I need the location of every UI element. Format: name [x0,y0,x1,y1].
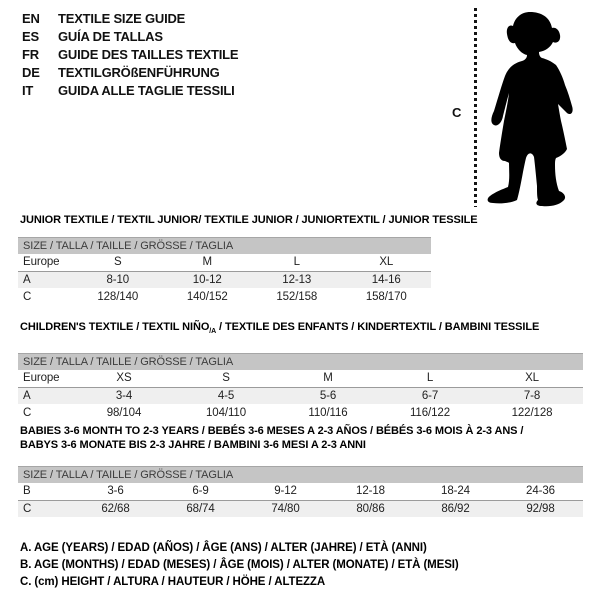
table-row [18,254,431,271]
language-label: GUÍA DE TALLAS [58,29,163,44]
size-cell: 92/98 [498,500,583,517]
table-title [20,424,583,452]
table-row [18,370,583,387]
row-label: B [18,483,73,500]
size-cell: 104/110 [205,406,247,419]
size-cell: 9-12 [243,483,328,500]
size-cell: L [379,370,481,387]
table-title-segment: / TEXTILE DES ENFANTS / KINDERTEXTIL / BAMBINI TESSILE [216,321,540,333]
size-header-bar: SIZE / TALLA / TAILLE / GRÖSSE / TAGLIA [18,237,431,254]
measurement-legend [20,540,459,591]
height-measure-label: C [452,105,462,120]
language-label: GUIDA ALLE TAGLIE TESSILI [58,83,235,98]
size-table-junior [18,213,478,305]
size-cell: 140/152 [186,290,228,303]
size-cell: 18-24 [413,483,498,500]
size-cell: 68/74 [158,500,243,517]
size-cell: 86/92 [413,500,498,517]
language-code: EN [22,11,40,26]
size-grid [18,370,583,421]
size-cell: 12-18 [328,483,413,500]
row-label: C [23,406,32,419]
table-row [18,404,583,421]
table-row [18,271,431,288]
size-cell: 12-13 [252,271,342,288]
legend-line: B. AGE (MONTHS) / EDAD (MESES) / ÂGE (MOIS) / ALTER (MONATE) / ETÀ (MESI) [20,559,459,571]
size-cell: L [252,254,342,271]
size-table-babies [18,424,583,517]
table-row [18,387,583,404]
table-row [18,500,583,517]
row-label: A [18,387,73,404]
language-row [22,28,238,46]
table-title-segment: BABYS 3-6 MONATE BIS 2-3 JAHRE / BAMBINI 3-6 MESI A 2-3 ANNI [20,439,366,451]
language-code: DE [22,65,40,80]
size-cell: 158/170 [365,290,407,303]
language-row [22,64,238,82]
language-code: FR [22,47,39,62]
height-measure-line [474,8,477,207]
size-cell: 8-10 [73,271,163,288]
size-cell: 14-16 [342,271,432,288]
size-cell: M [163,254,253,271]
size-table-children [18,320,583,421]
language-row [22,82,238,100]
row-label: Europe [18,370,73,387]
size-cell: M [277,370,379,387]
table-title-segment: CHILDREN'S TEXTILE / TEXTIL NIÑO [20,321,210,333]
size-cell: S [175,370,277,387]
size-header-bar: SIZE / TALLA / TAILLE / GRÖSSE / TAGLIA [18,466,583,483]
language-label: GUIDE DES TAILLES TEXTILE [58,47,239,62]
language-label: TEXTILGRÖßENFÜHRUNG [58,65,220,80]
row-label: C [23,290,32,303]
size-cell: 4-5 [175,387,277,404]
size-cell: 80/86 [328,500,413,517]
size-cell: 3-4 [73,387,175,404]
language-label: TEXTILE SIZE GUIDE [58,11,186,26]
size-grid [18,254,431,305]
size-cell: 3-6 [73,483,158,500]
size-cell: 62/68 [73,500,158,517]
size-cell: 5-6 [277,387,379,404]
legend-line: C. (cm) HEIGHT / ALTURA / HAUTEUR / HÖHE / ALTEZZA [20,576,326,588]
size-cell: 110/116 [308,406,348,419]
table-title-segment: JUNIOR TEXTILE / TEXTIL JUNIOR/ TEXTILE JUNIOR / JUNIORTEXTIL / JUNIOR TESSILE [20,214,478,226]
size-cell: 74/80 [243,500,328,517]
language-row [22,46,238,64]
size-cell: XL [481,370,583,387]
language-code: IT [22,83,34,98]
size-cell: XS [73,370,175,387]
baby-silhouette-icon [480,0,592,208]
size-cell: 98/104 [106,406,142,419]
table-row [18,288,431,305]
size-cell: 24-36 [498,483,583,500]
row-label: Europe [18,254,73,271]
size-header-bar: SIZE / TALLA / TAILLE / GRÖSSE / TAGLIA [18,353,583,370]
size-cell: 128/140 [97,290,139,303]
size-grid [18,483,583,517]
size-cell: 7-8 [481,387,583,404]
table-row [18,483,583,500]
size-cell: 116/122 [409,406,451,419]
size-cell: 10-12 [163,271,253,288]
table-title [20,213,478,227]
size-cell: 6-7 [379,387,481,404]
size-cell: 152/158 [276,290,318,303]
table-title-segment: BABIES 3-6 MONTH TO 2-3 YEARS / BEBÉS 3-6 MESES A 2-3 AÑOS / BÉBÉS 3-6 MOIS À 2-3 ANS / [20,425,524,437]
table-title [20,320,583,339]
size-cell: S [73,254,163,271]
language-code: ES [22,29,39,44]
language-list [22,10,238,100]
table-title-segment: /A [209,328,217,336]
legend-line: A. AGE (YEARS) / EDAD (AÑOS) / ÂGE (ANS) / ALTER (JAHRE) / ETÀ (ANNI) [20,542,427,554]
language-row [22,10,238,28]
row-label: C [18,500,73,517]
row-label: A [18,271,73,288]
size-cell: 6-9 [158,483,243,500]
size-cell: XL [342,254,432,271]
size-cell: 122/128 [511,406,553,419]
